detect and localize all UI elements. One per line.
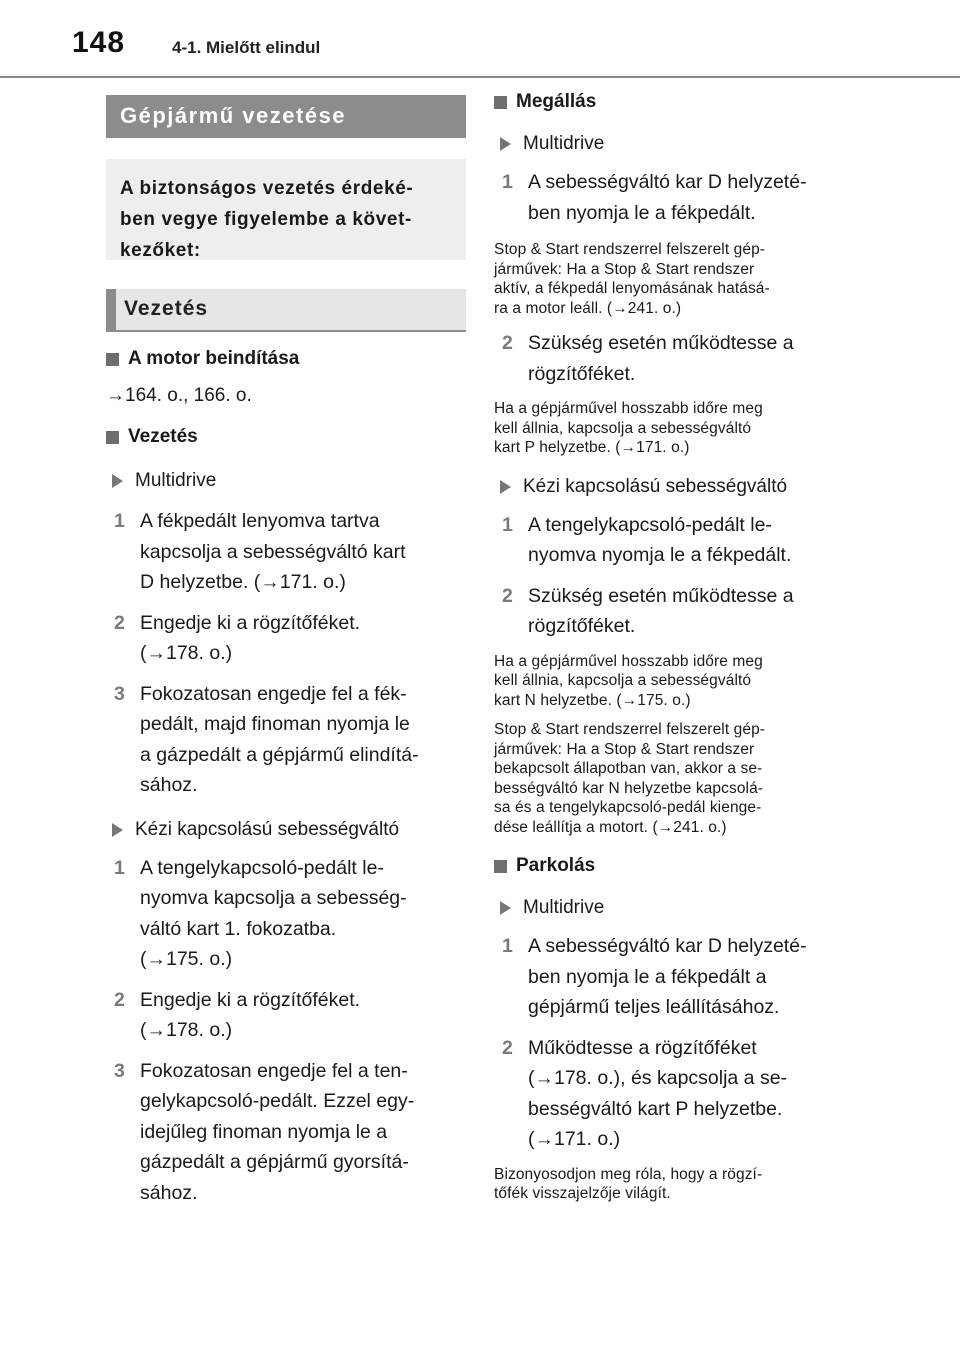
- step-line: Fokozatosan engedje fel a fék-: [140, 682, 407, 705]
- step-number: 2: [502, 584, 513, 607]
- label-text: Kézi kapcsolású sebességváltó: [523, 475, 788, 497]
- step-line: A tengelykapcsoló-pedált le-: [528, 513, 772, 536]
- step-line: (→178. o.): [140, 642, 233, 664]
- square-bullet-icon: [494, 96, 507, 109]
- multidrive-label: [494, 895, 846, 921]
- label-text: Multidrive: [523, 133, 605, 154]
- step-line: rögzítőféket.: [528, 615, 636, 637]
- step-number: 1: [114, 856, 125, 879]
- label-text: Kézi kapcsolású sebességváltó: [135, 818, 400, 840]
- step-line: sához.: [140, 774, 198, 796]
- step: [106, 853, 466, 975]
- step-line: Engedje ki a rögzítőféket.: [140, 611, 361, 634]
- heading-engine-start: [106, 346, 466, 372]
- step-line: (→175. o.): [140, 948, 233, 970]
- step: [494, 581, 846, 642]
- step-line: váltó kart 1. fokozatba.: [140, 917, 337, 940]
- step: [106, 506, 466, 598]
- step-line: pedált, majd finoman nyomja le: [140, 713, 410, 735]
- step-line: (→171. o.): [528, 1128, 621, 1150]
- step-line: Működtesse a rögzítőféket: [528, 1036, 757, 1059]
- multidrive-label: [106, 468, 466, 494]
- subsection-bar: Vezetés: [106, 289, 466, 332]
- step: [106, 985, 466, 1046]
- step-line: Engedje ki a rögzítőféket.: [140, 988, 361, 1011]
- step: [494, 510, 846, 571]
- step-line: A sebességváltó kar D helyzeté-: [528, 935, 807, 957]
- label-text: Multidrive: [135, 470, 217, 491]
- step: [494, 167, 846, 228]
- heading-text: Vezetés: [128, 426, 198, 447]
- step-line: nyomva nyomja le a fékpedált.: [528, 544, 792, 566]
- step-line: ben nyomja le a fékpedált a: [528, 965, 767, 988]
- note-line: ra a motor leáll. (→241. o.): [494, 299, 682, 317]
- step-line: Fokozatosan engedje fel a ten-: [140, 1059, 408, 1082]
- step-number: 2: [502, 332, 513, 354]
- note-line: aktív, a fékpedál lenyomásának hatásá-: [494, 280, 770, 297]
- step-line: D helyzetbe. (→171. o.): [140, 571, 346, 593]
- note-line: kell állnia, kapcsolja a sebességváltó: [494, 672, 752, 689]
- manual-transmission-label: [106, 817, 466, 843]
- note-line: dése leállítja a motort. (→241. o.): [494, 818, 727, 836]
- step-line: idejűleg finoman nyomja le a: [140, 1120, 388, 1143]
- note-line: kart N helyzetbe. (→175. o.): [494, 691, 691, 709]
- chapter-title-bar: Gépjármű vezetése: [106, 95, 466, 138]
- note: [494, 399, 846, 458]
- intro-line: A biztonságos vezetés érdeké-: [120, 178, 414, 199]
- step-number: 1: [114, 510, 125, 532]
- note-line: Ha a gépjárművel hosszabb időre meg: [494, 400, 763, 417]
- section-title: 4-1. Mielőtt elindul: [172, 38, 321, 57]
- note-line: kell állnia, kapcsolja a sebességváltó: [494, 419, 752, 437]
- note-line: sa és a tengelykapcsoló-pedál kienge-: [494, 799, 762, 816]
- step-number: 2: [114, 611, 125, 634]
- right-column: [494, 91, 846, 1204]
- step-line: A fékpedált lenyomva tartva: [140, 510, 380, 532]
- step-number: 2: [114, 988, 125, 1011]
- intro-box: [106, 159, 466, 260]
- square-bullet-icon: [106, 353, 119, 366]
- note: [494, 1165, 846, 1204]
- step-line: a gázpedált a gépjármű elindítá-: [140, 743, 419, 766]
- triangle-bullet-icon: [500, 901, 511, 915]
- step-line: sához.: [140, 1181, 198, 1204]
- step-line: Szükség esetén működtesse a: [528, 584, 794, 607]
- step-number: 3: [114, 682, 125, 705]
- step-line: bességváltó kart P helyzetbe.: [528, 1097, 783, 1120]
- step-line: kapcsolja a sebességváltó kart: [140, 540, 406, 563]
- manual-transmission-label: [494, 474, 846, 500]
- note: [494, 652, 846, 711]
- step-line: (→178. o.): [140, 1019, 233, 1041]
- step: [106, 608, 466, 669]
- square-bullet-icon: [106, 431, 119, 444]
- step-line: gépjármű teljes leállításához.: [528, 996, 780, 1018]
- label-text: Multidrive: [523, 897, 605, 918]
- step-line: A tengelykapcsoló-pedált le-: [140, 856, 384, 879]
- triangle-bullet-icon: [500, 480, 511, 494]
- page-number: 148: [72, 26, 126, 59]
- step-number: 2: [502, 1036, 513, 1059]
- left-column: [106, 95, 466, 1208]
- step-line: gelykapcsoló-pedált. Ezzel egy-: [140, 1090, 415, 1112]
- note-line: Stop & Start rendszerrel felszerelt gép-: [494, 721, 766, 738]
- step-line: ben nyomja le a fékpedált.: [528, 201, 756, 224]
- note: [494, 720, 846, 837]
- step-line: Szükség esetén működtesse a: [528, 332, 794, 354]
- note-line: Stop & Start rendszerrel felszerelt gép-: [494, 241, 766, 258]
- square-bullet-icon: [494, 860, 507, 873]
- step: [106, 1056, 466, 1209]
- step: [106, 679, 466, 801]
- step-line: nyomva kapcsolja a sebesség-: [140, 887, 407, 909]
- note-line: kart P helyzetbe. (→171. o.): [494, 439, 690, 456]
- intro-line: ben vegye figyelembe a követ-: [120, 209, 412, 230]
- heading-stopping: [494, 89, 846, 115]
- note-line: járművek: Ha a Stop & Start rendszer: [494, 740, 755, 758]
- step: [494, 328, 846, 389]
- heading-text: A motor beindítása: [128, 348, 300, 369]
- page-reference: →164. o., 166. o.: [106, 385, 252, 406]
- step: [494, 931, 846, 1023]
- triangle-bullet-icon: [112, 474, 123, 488]
- note-line: Bizonyosodjon meg róla, hogy a rögzí-: [494, 1165, 763, 1183]
- step-line: (→178. o.), és kapcsolja a se-: [528, 1067, 788, 1089]
- intro-line: kezőket:: [120, 240, 201, 261]
- step-line: A sebességváltó kar D helyzeté-: [528, 171, 807, 193]
- note-line: bekapcsolt állapotban van, akkor a se-: [494, 760, 763, 777]
- step-number: 3: [114, 1059, 125, 1082]
- note-line: Ha a gépjárművel hosszabb időre meg: [494, 652, 763, 670]
- step-number: 1: [502, 935, 513, 957]
- note-line: tőfék visszajelzője világít.: [494, 1185, 671, 1202]
- note-line: járművek: Ha a Stop & Start rendszer: [494, 260, 755, 278]
- header-divider: [0, 76, 960, 78]
- step-number: 1: [502, 513, 513, 536]
- step: [494, 1033, 846, 1155]
- note: [494, 240, 846, 318]
- heading-text: Parkolás: [516, 855, 596, 876]
- triangle-bullet-icon: [500, 137, 511, 151]
- note-line: bességváltó kar N helyzetbe kapcsolá-: [494, 779, 764, 797]
- heading-parking: [494, 853, 846, 879]
- triangle-bullet-icon: [112, 823, 123, 837]
- multidrive-label: [494, 131, 846, 157]
- step-line: gázpedált a gépjármű gyorsítá-: [140, 1151, 409, 1173]
- heading-text: Megállás: [516, 91, 597, 112]
- step-number: 1: [502, 171, 513, 193]
- heading-driving: [106, 424, 466, 450]
- step-line: rögzítőféket.: [528, 362, 636, 385]
